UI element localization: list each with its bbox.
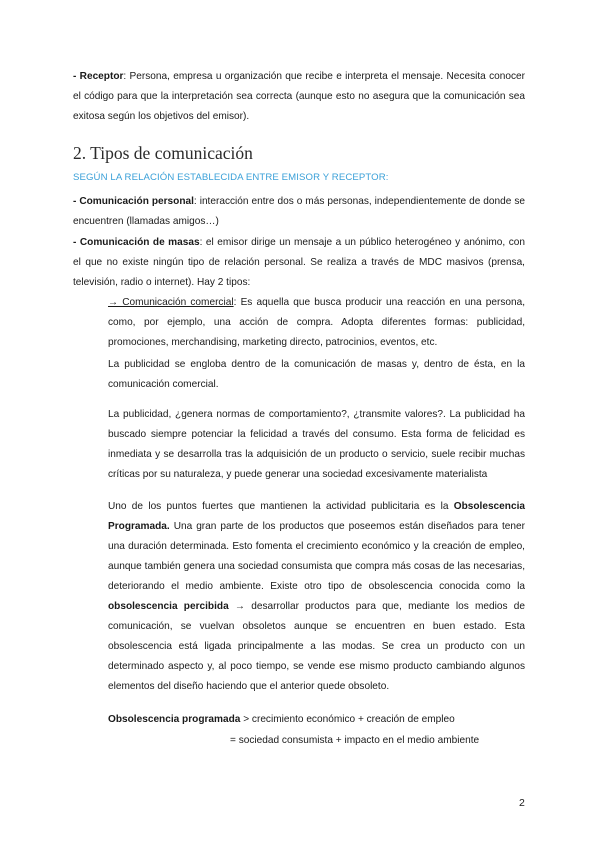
masas-text: : el emisor dirige un mensaje a un público heterogéneo y anónimo, con el que no existe ningún tipo de relación personal. Se realiza a través de MDC masivos (prensa, televisión, radio o internet). Hay 2 tipos: (73, 237, 526, 288)
comercial-label: → Comunicación comercial (108, 297, 234, 308)
obsolescencia-paragraph (108, 497, 525, 697)
subheading: SEGÚN LA RELACIÓN ESTABLECIDA ENTRE EMISOR Y RECEPTOR: (73, 172, 389, 183)
personal-label: - Comunicación personal (73, 196, 194, 207)
receptor-paragraph (73, 67, 525, 127)
receptor-label: - Receptor (73, 71, 124, 82)
formula-label: Obsolescencia programada (108, 714, 241, 725)
section-title: 2. Tipos de comunicación (73, 143, 253, 163)
obsolescencia-text-1: Uno de los puntos fuertes que mantienen la actividad publicitaria es la (108, 501, 454, 512)
masas-label: - Comunicación de masas (73, 237, 200, 248)
obsolescencia-programada-term: Obsolescencia Programada. (108, 501, 525, 532)
formula-line-1 (108, 710, 455, 730)
masas-paragraph (73, 233, 525, 293)
obsolescencia-text-3: → desarrollar productos para que, mediante los medios de comunicación, se vuelvan obsoletos aunque se encuentren en buen estado. Esta obsolescencia está ligada principalmente a las modas. Se crea un producto con un determinado aspecto y, al poco tiempo, se vende ese mismo producto cambiando algunos elementos del diseño haciendo que el anterior quede obsoleto. (108, 601, 525, 692)
comercial-note: La publicidad se engloba dentro de la comunicación de masas y, dentro de ésta, en la comunicación comercial. (108, 359, 525, 390)
formula-text-1: > crecimiento económico + creación de empleo (240, 714, 455, 725)
receptor-text: : Persona, empresa u organización que recibe e interpreta el mensaje. Necesita conocer el código para que la interpretación sea correcta (aunque esto no asegura que la comunicación sea exitosa según los objetivos del emisor). (73, 71, 525, 122)
publicidad-paragraph: La publicidad, ¿genera normas de comportamiento?, ¿transmite valores?. La publicidad ha buscado siempre potenciar la felicidad a través del consumo. Esta forma de felicidad es inmediata y se desarrolla tras la adquisición de un producto o servicio, suele recibir muchas críticas por su naturaleza, y puede generar una sociedad excesivamente materialista (108, 409, 525, 480)
personal-paragraph (73, 192, 525, 232)
personal-text: : interacción entre dos o más personas, independientemente de donde se encuentren (llamadas amigos…) (73, 196, 525, 227)
comercial-paragraph (108, 293, 525, 353)
comercial-text: : Es aquella que busca producir una reacción en una persona, como, por ejemplo, una acción de compra. Adopta diferentes formas: publicidad, promociones, merchandising, marketing directo, patrocinios, eventos, etc. (108, 297, 526, 348)
formula-line-2: = sociedad consumista + impacto en el medio ambiente (230, 735, 480, 746)
obsolescencia-percibida-term: obsolescencia percibida (108, 601, 229, 612)
page-number: 2 (519, 797, 525, 809)
obsolescencia-text-2: Una gran parte de los productos que poseemos están diseñados para tener una duración determinada. Esto fomenta el crecimiento económico y la creación de empleo, aunque también genera una sociedad consumista que compra más cosas de las necesarias, deteriorando el medio ambiente. Existe otro tipo de obsolescencia conocida como la (108, 521, 525, 592)
